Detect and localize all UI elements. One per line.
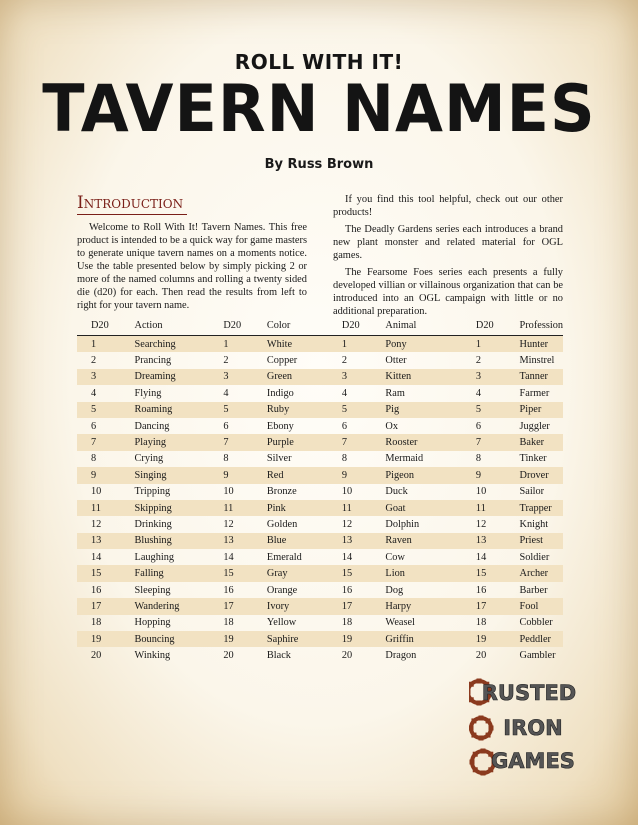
- table-cell: Barber: [519, 584, 548, 596]
- table-cell: Hunter: [506, 336, 563, 353]
- table-cell: 7: [209, 434, 253, 450]
- table-cell: Weasel: [385, 617, 415, 629]
- column-header: D20: [328, 317, 372, 336]
- table-cell: Archer: [506, 565, 563, 581]
- table-cell: Ruby: [253, 402, 328, 418]
- series-title: ROLL WITH IT!: [234, 50, 404, 74]
- table-cell: 10: [91, 486, 102, 498]
- table-cell: 3: [209, 369, 253, 385]
- table-cell: 3: [462, 369, 506, 385]
- table-cell: Mermaid: [385, 453, 424, 465]
- table-cell: Fool: [506, 598, 563, 614]
- table-cell: 17: [77, 598, 121, 614]
- table-cell: Indigo: [266, 387, 294, 399]
- table-cell: 15: [462, 565, 506, 581]
- table-cell: Copper: [266, 355, 298, 367]
- table-cell: 9: [462, 467, 506, 483]
- table-cell: 16: [91, 584, 102, 596]
- table-cell: Kitten: [371, 369, 462, 385]
- table-cell: 14: [223, 551, 234, 563]
- table-cell: 18: [223, 617, 234, 629]
- table-row: [77, 369, 563, 385]
- column-header: D20: [209, 317, 253, 336]
- table-cell: Dreaming: [121, 369, 210, 385]
- table-cell: Drover: [506, 467, 563, 483]
- table-cell: 17: [328, 598, 372, 614]
- table-cell: Searching: [121, 336, 210, 353]
- table-cell: Otter: [385, 355, 407, 367]
- table-cell: Juggler: [519, 420, 550, 432]
- table-cell: Cobbler: [519, 617, 553, 629]
- table-cell: 8: [91, 453, 97, 465]
- table-cell: 10: [223, 486, 234, 498]
- publisher-logo: [469, 670, 585, 782]
- table-cell: Bronze: [266, 486, 297, 498]
- table-cell: 16: [223, 584, 234, 596]
- table-cell: Ox: [385, 420, 399, 432]
- table-cell: 1: [462, 336, 506, 353]
- table-row: [77, 451, 563, 467]
- table-cell: Orange: [266, 584, 298, 596]
- table-cell: 6: [475, 420, 482, 432]
- table-cell: 8: [223, 453, 229, 465]
- table-cell: Flying: [134, 387, 162, 399]
- table-row: [77, 385, 563, 401]
- table-cell: 2: [91, 355, 97, 367]
- table-cell: Ivory: [253, 598, 328, 614]
- table-cell: 13: [209, 533, 253, 549]
- table-cell: Skipping: [121, 500, 210, 516]
- table-row: [77, 533, 563, 549]
- products-column: [333, 193, 563, 322]
- table-cell: 5: [77, 402, 121, 418]
- table-cell: 13: [77, 533, 121, 549]
- table-cell: Pig: [371, 402, 462, 418]
- introduction-column: [77, 193, 307, 316]
- table-cell: 6: [341, 420, 348, 432]
- table-cell: 12: [223, 518, 234, 530]
- table-cell: Duck: [385, 486, 408, 498]
- table-cell: Minstrel: [519, 355, 555, 367]
- table-cell: Black: [266, 650, 291, 662]
- column-header: Profession: [506, 317, 563, 336]
- intro-paragraph: Welcome to Roll With It! Tavern Names. This free product is intended to be a quick way for game masters to generate unique tavern names on a moments notice. Use the table presented below by simply picking 2 or more of the named columns and rolling a twenty sided die (d20) for each. Then read the results from left to right for your tavern name.: [77, 222, 307, 311]
- table-cell: 14: [341, 551, 353, 563]
- table-cell: 15: [209, 565, 253, 581]
- table-row: [77, 549, 563, 565]
- table-cell: 9: [209, 467, 253, 483]
- table-row: [77, 484, 563, 500]
- table-cell: Red: [253, 467, 328, 483]
- table-cell: 20: [91, 650, 102, 662]
- table-cell: White: [253, 336, 328, 353]
- table-cell: 19: [77, 631, 121, 647]
- table-cell: 6: [223, 420, 229, 432]
- products-paragraph-2: The Deadly Gardens series each introduces a brand new plant monster and related material for OGL games.: [333, 224, 563, 261]
- table-cell: 8: [475, 453, 482, 465]
- products-paragraph-1: If you find this tool helpful, check out our other products!: [333, 194, 563, 218]
- table-cell: Soldier: [519, 551, 550, 563]
- table-cell: Dragon: [385, 650, 417, 662]
- table-cell: Goat: [371, 500, 462, 516]
- table-cell: Emerald: [266, 551, 302, 563]
- tavern-names-table: [77, 317, 563, 664]
- table-cell: 7: [77, 434, 121, 450]
- table-row: [77, 598, 563, 614]
- table-cell: 18: [91, 617, 102, 629]
- table-cell: 19: [209, 631, 253, 647]
- section-heading-introduction: Introduction: [77, 193, 187, 215]
- column-header: Animal: [371, 317, 462, 336]
- table-cell: Gambler: [519, 650, 556, 662]
- table-cell: Blue: [253, 533, 328, 549]
- table-cell: 12: [475, 518, 487, 530]
- table-cell: Blushing: [121, 533, 210, 549]
- table-cell: Griffin: [371, 631, 462, 647]
- table-row: [77, 516, 563, 532]
- table-cell: Drinking: [134, 518, 172, 530]
- table-cell: Pink: [253, 500, 328, 516]
- table-cell: Sailor: [519, 486, 545, 498]
- table-cell: Crying: [134, 453, 164, 465]
- table-cell: Priest: [506, 533, 563, 549]
- column-header: Action: [121, 317, 210, 336]
- table-cell: 10: [475, 486, 487, 498]
- table-row: [77, 615, 563, 631]
- column-header: D20: [462, 317, 506, 336]
- table-cell: 2: [223, 355, 229, 367]
- table-row: [77, 434, 563, 450]
- table-cell: 4: [475, 387, 482, 399]
- table-cell: 20: [475, 650, 487, 662]
- table-cell: Sleeping: [134, 584, 171, 596]
- table-row: [77, 582, 563, 598]
- table-cell: Ebony: [266, 420, 294, 432]
- table-row: [77, 402, 563, 418]
- table-cell: Green: [253, 369, 328, 385]
- table-cell: Laughing: [134, 551, 174, 563]
- table-cell: 11: [462, 500, 506, 516]
- table-cell: 1: [328, 336, 372, 353]
- table-body: [77, 336, 563, 664]
- products-paragraph-3: The Fearsome Foes series each presents a fully developed villian or villainous organization that can be introduced into an OGL campaign with little or no additional preparation.: [333, 267, 563, 317]
- table-cell: Winking: [134, 650, 171, 662]
- table-cell: 18: [475, 617, 487, 629]
- table-cell: Baker: [506, 434, 563, 450]
- table-cell: 6: [91, 420, 97, 432]
- table-cell: 9: [328, 467, 372, 483]
- logo-line-1: RUSTED: [481, 681, 577, 705]
- table-cell: 17: [462, 598, 506, 614]
- page-title: TAVERN NAMES: [42, 70, 596, 147]
- table-row: [77, 647, 563, 663]
- table-cell: Knight: [519, 518, 549, 530]
- logo-line-2: IRON: [503, 716, 563, 740]
- table-cell: Ram: [385, 387, 405, 399]
- table-header-row: [77, 317, 563, 336]
- table-cell: Gray: [253, 565, 328, 581]
- table-row: [77, 467, 563, 483]
- table-cell: Farmer: [519, 387, 550, 399]
- table-cell: 16: [475, 584, 487, 596]
- table-cell: Tinker: [519, 453, 547, 465]
- table-cell: 1: [209, 336, 253, 353]
- table-cell: Rooster: [371, 434, 462, 450]
- table-cell: 12: [91, 518, 102, 530]
- table-cell: Tripping: [134, 486, 171, 498]
- table-cell: 7: [462, 434, 506, 450]
- table-cell: 1: [77, 336, 121, 353]
- table-row: [77, 565, 563, 581]
- table-cell: 3: [77, 369, 121, 385]
- table-cell: 2: [475, 355, 482, 367]
- table-cell: 19: [462, 631, 506, 647]
- table-cell: Silver: [266, 453, 292, 465]
- table-cell: Golden: [266, 518, 298, 530]
- table-cell: 7: [328, 434, 372, 450]
- table-cell: Roaming: [121, 402, 210, 418]
- column-header: Color: [253, 317, 328, 336]
- table-cell: 18: [341, 617, 353, 629]
- table-cell: 8: [341, 453, 348, 465]
- table-cell: Cow: [385, 551, 405, 563]
- table-cell: Wandering: [121, 598, 210, 614]
- table-cell: Hopping: [134, 617, 171, 629]
- table-cell: Peddler: [506, 631, 563, 647]
- table-cell: Tanner: [506, 369, 563, 385]
- table-cell: 9: [77, 467, 121, 483]
- table-cell: Bouncing: [121, 631, 210, 647]
- table-cell: 3: [328, 369, 372, 385]
- table-cell: 5: [462, 402, 506, 418]
- table-cell: 20: [341, 650, 353, 662]
- table-cell: 12: [341, 518, 353, 530]
- table-cell: Dancing: [134, 420, 170, 432]
- table-cell: 13: [462, 533, 506, 549]
- table-cell: 13: [328, 533, 372, 549]
- table-row: [77, 500, 563, 516]
- table-cell: 4: [223, 387, 229, 399]
- table-row: [77, 418, 563, 434]
- table-cell: Harpy: [371, 598, 462, 614]
- table-cell: 10: [341, 486, 353, 498]
- table-cell: 14: [91, 551, 102, 563]
- table-cell: 20: [223, 650, 234, 662]
- table-cell: Pony: [371, 336, 462, 353]
- table-cell: 19: [328, 631, 372, 647]
- table-cell: Dog: [385, 584, 404, 596]
- table-cell: 4: [91, 387, 97, 399]
- table-cell: Dolphin: [385, 518, 420, 530]
- table-cell: 4: [341, 387, 348, 399]
- table-cell: Playing: [121, 434, 210, 450]
- table-row: [77, 336, 563, 353]
- table-cell: Lion: [371, 565, 462, 581]
- table-cell: Pigeon: [371, 467, 462, 483]
- table-cell: Piper: [506, 402, 563, 418]
- table-cell: Falling: [121, 565, 210, 581]
- table-cell: 11: [328, 500, 372, 516]
- table-cell: Raven: [371, 533, 462, 549]
- table-cell: 11: [77, 500, 121, 516]
- table-cell: 11: [209, 500, 253, 516]
- table-cell: 15: [328, 565, 372, 581]
- table-cell: 5: [328, 402, 372, 418]
- logo-line-3: GAMES: [491, 749, 575, 773]
- table-row: [77, 352, 563, 368]
- table-cell: 2: [341, 355, 348, 367]
- table-cell: Trapper: [506, 500, 563, 516]
- author-byline: By Russ Brown: [264, 157, 374, 172]
- table-cell: Yellow: [266, 617, 297, 629]
- table-cell: 5: [209, 402, 253, 418]
- table-cell: Purple: [253, 434, 328, 450]
- table-cell: Saphire: [253, 631, 328, 647]
- table-row: [77, 631, 563, 647]
- table-cell: 17: [209, 598, 253, 614]
- table-cell: Singing: [121, 467, 210, 483]
- table-cell: 15: [77, 565, 121, 581]
- column-header: D20: [77, 317, 121, 336]
- table-cell: 14: [475, 551, 487, 563]
- table-cell: 16: [341, 584, 353, 596]
- table-cell: Prancing: [134, 355, 172, 367]
